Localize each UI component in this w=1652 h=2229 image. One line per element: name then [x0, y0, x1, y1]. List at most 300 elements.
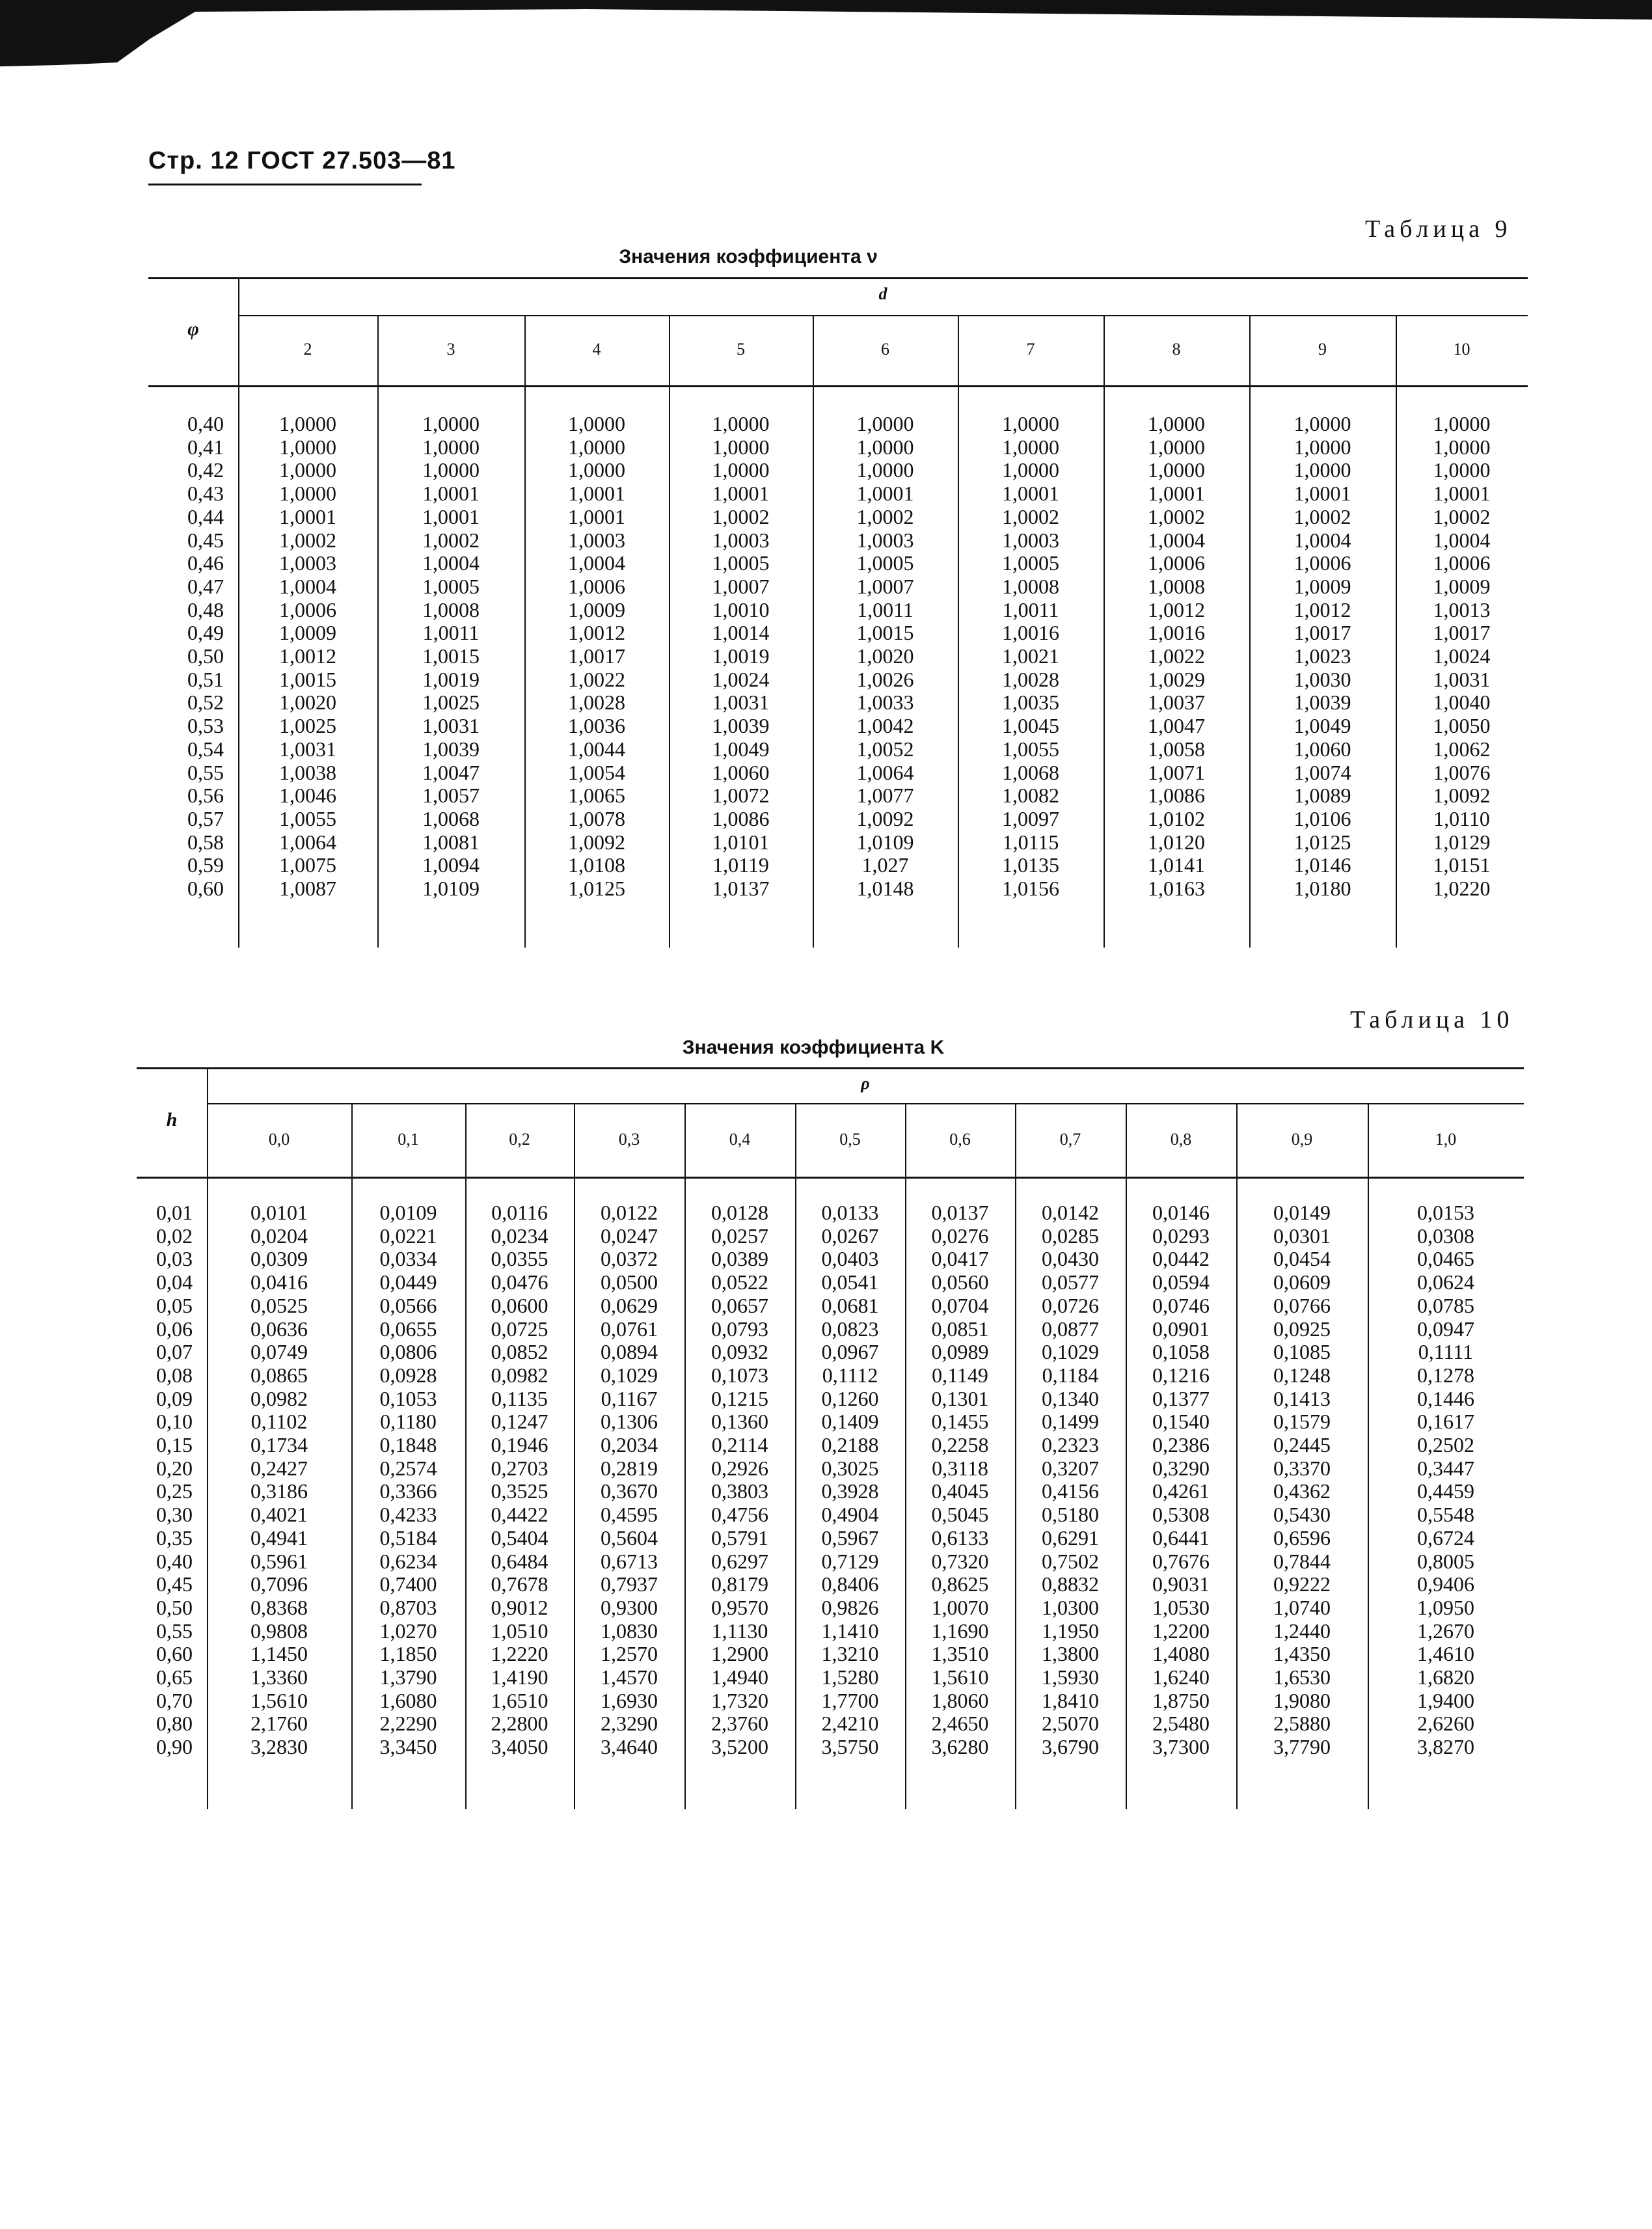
- table9-cell: 1,0000: [712, 412, 770, 435]
- table10-cell: 0,1409: [821, 1410, 879, 1434]
- table9-cell: 1,0000: [279, 412, 336, 435]
- table10-data-column: [351, 1201, 465, 1759]
- table10-top-rule: [137, 1067, 1524, 1069]
- table10-row-label: 0,06: [156, 1317, 193, 1341]
- table9-stub-header: φ: [187, 318, 199, 340]
- table9-cell: 1,0062: [1433, 737, 1491, 761]
- scan-edge-shadow: [0, 0, 1652, 72]
- table10-cell: 0,2034: [601, 1433, 658, 1457]
- table9-cell: 1,0024: [712, 667, 770, 691]
- table9-cell: 1,0010: [712, 597, 770, 622]
- table10-cell: 0,7320: [931, 1549, 989, 1573]
- table10-cell: 1,2900: [711, 1642, 768, 1666]
- table10-cell: 0,5180: [1042, 1503, 1099, 1527]
- table9-cell: 1,0163: [1148, 877, 1205, 901]
- table10-cell: 0,0285: [1042, 1224, 1099, 1248]
- table10-row-label: 0,90: [156, 1735, 193, 1759]
- table10-cell: 0,2258: [931, 1433, 989, 1457]
- table9-cell: 1,0003: [279, 551, 336, 575]
- table10-data-column: [905, 1201, 1015, 1759]
- table9-cell: 1,0039: [1293, 691, 1351, 715]
- table10-cell: 3,6790: [1042, 1735, 1099, 1759]
- table10-cell: 0,1085: [1273, 1340, 1331, 1364]
- table10-cell: 0,0925: [1273, 1317, 1331, 1341]
- table9-column-header: 6: [881, 340, 889, 359]
- table10-column-header: 0,0: [268, 1129, 290, 1149]
- table9-cell: 1,0013: [1433, 597, 1491, 622]
- table10-cell: 1,4080: [1152, 1642, 1210, 1666]
- table10-cell: 0,0417: [931, 1247, 989, 1271]
- table9-cell: 1,0156: [1002, 877, 1059, 901]
- table10-cell: 0,7678: [491, 1572, 548, 1596]
- table9-cell: 1,0109: [422, 877, 480, 901]
- table10-cell: 0,0624: [1417, 1270, 1474, 1294]
- table9-title: Значения коэффициента ν: [619, 246, 878, 267]
- table9-label: Таблица 9: [1365, 215, 1512, 243]
- table10-cell: 0,1499: [1042, 1410, 1099, 1434]
- table9-cell: 1,0030: [1293, 667, 1351, 691]
- table10-cell: 0,0947: [1417, 1317, 1474, 1341]
- table10-cell: 0,1301: [931, 1386, 989, 1410]
- table9-cell: 1,0026: [856, 667, 914, 691]
- table10-cell: 0,0657: [711, 1293, 768, 1317]
- table10-cell: 0,7129: [821, 1549, 879, 1573]
- table10-row-label: 0,35: [156, 1525, 193, 1550]
- table10-cell: 0,4756: [711, 1503, 768, 1527]
- table10-row-label: 0,60: [156, 1642, 193, 1666]
- table10-cell: 0,3207: [1042, 1456, 1099, 1480]
- table10-cell: 0,0454: [1273, 1247, 1331, 1271]
- table10-cell: 0,0746: [1152, 1293, 1210, 1317]
- table10-cell: 0,1053: [379, 1386, 437, 1410]
- table10-cell: 0,0133: [821, 1201, 879, 1224]
- table10-cell: 3,7790: [1273, 1735, 1331, 1759]
- table10-row-label: 0,10: [156, 1410, 193, 1434]
- table9-data-column: [377, 413, 524, 901]
- table10-cell: 0,3928: [821, 1479, 879, 1503]
- table9-cell: 1,0115: [1002, 830, 1059, 854]
- table9-cell: 1,0004: [422, 551, 480, 575]
- table9-cell: 1,0031: [1433, 667, 1491, 691]
- table9-cell: 1,0009: [1293, 574, 1351, 598]
- table10-cell: 1,2440: [1273, 1619, 1331, 1643]
- table10-cell: 1,0740: [1273, 1595, 1331, 1619]
- table9-cell: 1,0077: [856, 784, 914, 808]
- table9-cell: 1,0037: [1148, 691, 1205, 715]
- table10-cell: 0,5404: [491, 1525, 548, 1550]
- table10-cell: 1,6510: [491, 1688, 548, 1712]
- table10-cell: 1,7320: [711, 1688, 768, 1712]
- table10-cell: 0,0149: [1273, 1201, 1331, 1224]
- table10-cell: 0,5430: [1273, 1503, 1331, 1527]
- table9-cell: 1,0001: [1148, 482, 1205, 506]
- table9-cell: 1,0055: [1002, 737, 1059, 761]
- table9: [148, 277, 1528, 948]
- table9-row-label: 0,45: [187, 528, 224, 552]
- table9-cell: 1,0001: [568, 504, 625, 528]
- table9-cell: 1,0038: [279, 760, 336, 784]
- table10-row-label: 0,07: [156, 1340, 193, 1364]
- table9-cell: 1,0000: [1293, 435, 1351, 459]
- table9-cell: 1,0004: [1148, 528, 1205, 552]
- table9-cell: 1,0129: [1433, 830, 1491, 854]
- table9-cell: 1,0000: [422, 435, 480, 459]
- table9-cell: 1,0052: [856, 737, 914, 761]
- table9-cell: 1,0022: [568, 667, 625, 691]
- table10-cell: 0,0372: [601, 1247, 658, 1271]
- table10-cell: 0,2574: [379, 1456, 437, 1480]
- table9-cell: 1,0072: [712, 784, 770, 808]
- table10-cell: 0,1360: [711, 1410, 768, 1434]
- table10-cell: 0,8406: [821, 1572, 879, 1596]
- table9-cell: 1,0146: [1293, 853, 1351, 877]
- table10-cell: 0,8703: [379, 1595, 437, 1619]
- table9-cell: 1,0125: [568, 877, 625, 901]
- table9-cell: 1,0001: [422, 504, 480, 528]
- table10-cell: 3,5750: [821, 1735, 879, 1759]
- table10-cell: 2,5480: [1152, 1712, 1210, 1736]
- table10-cell: 0,9300: [601, 1595, 658, 1619]
- table9-cell: 1,0035: [1002, 691, 1059, 715]
- table10-cell: 0,1260: [821, 1386, 879, 1410]
- table10-cell: 0,8005: [1417, 1549, 1474, 1573]
- table10-cell: 3,4050: [491, 1735, 548, 1759]
- table10-data-column: [574, 1201, 684, 1759]
- table9-cell: 1,0002: [1293, 504, 1351, 528]
- table10-cell: 0,0681: [821, 1293, 879, 1317]
- table10-cell: 0,0928: [379, 1363, 437, 1387]
- table10-row-label: 0,45: [156, 1572, 193, 1596]
- table10-cell: 2,4210: [821, 1712, 879, 1736]
- table10-cell: 1,6240: [1152, 1665, 1210, 1689]
- table10-cell: 0,1180: [380, 1410, 437, 1434]
- table10-cell: 0,6291: [1042, 1525, 1099, 1550]
- table10-cell: 0,0309: [251, 1247, 308, 1271]
- table9-cell: 1,0074: [1293, 760, 1351, 784]
- table10-cell: 0,3366: [379, 1479, 437, 1503]
- table10-cell: 0,9406: [1417, 1572, 1474, 1596]
- table10-cell: 0,0749: [251, 1340, 308, 1364]
- table10-cell: 1,4350: [1273, 1642, 1331, 1666]
- table10-cell: 0,6234: [379, 1549, 437, 1573]
- table9-cell: 1,0009: [568, 597, 625, 622]
- table10-cell: 0,7937: [601, 1572, 658, 1596]
- table9-cell: 1,0001: [712, 482, 770, 506]
- table10-cell: 0,1058: [1152, 1340, 1210, 1364]
- table10-cell: 0,0851: [931, 1317, 989, 1341]
- table10-cell: 0,0267: [821, 1224, 879, 1248]
- table9-cell: 1,0012: [568, 621, 625, 645]
- table10-cell: 1,3360: [251, 1665, 308, 1689]
- table9-cell: 1,0046: [279, 784, 336, 808]
- table9-cell: 1,0135: [1002, 853, 1059, 877]
- table10-cell: 0,1111: [1418, 1340, 1474, 1364]
- table10-data-column: [795, 1201, 905, 1759]
- table9-cell: 1,0001: [279, 504, 336, 528]
- table9-cell: 1,027: [861, 853, 909, 877]
- table9-row-label: 0,58: [187, 830, 224, 854]
- table9-cell: 1,0045: [1002, 714, 1059, 738]
- table9-cell: 1,0064: [856, 760, 914, 784]
- table10-cell: 0,0560: [931, 1270, 989, 1294]
- table9-cell: 1,0040: [1433, 691, 1491, 715]
- table10-cell: 0,0989: [931, 1340, 989, 1364]
- table10-cell: 0,6441: [1152, 1525, 1210, 1550]
- table10-row-label: 0,50: [156, 1595, 193, 1619]
- table10-cell: 0,1135: [491, 1386, 548, 1410]
- table10-row-label: 0,30: [156, 1503, 193, 1527]
- table10-cell: 0,0982: [491, 1363, 548, 1387]
- table10-cell: 2,3290: [601, 1712, 658, 1736]
- table9-cell: 1,0000: [1148, 458, 1205, 482]
- table9-row-label: 0,54: [187, 737, 224, 761]
- table10-cell: 0,0109: [379, 1201, 437, 1224]
- table10-cell: 0,0257: [711, 1224, 768, 1248]
- table10-cell: 0,1247: [491, 1410, 548, 1434]
- table10-cell: 1,6530: [1273, 1665, 1331, 1689]
- table10-row-label: 0,70: [156, 1688, 193, 1712]
- table10-cell: 0,4941: [251, 1525, 308, 1550]
- table10-cell: 0,0500: [601, 1270, 658, 1294]
- table9-cell: 1,0071: [1148, 760, 1205, 784]
- table9-cell: 1,0004: [279, 574, 336, 598]
- table10-cell: 0,1617: [1417, 1410, 1474, 1434]
- table10-cell: 1,1690: [931, 1619, 989, 1643]
- table9-cell: 1,0011: [857, 597, 914, 622]
- table9-cell: 1,0002: [422, 528, 480, 552]
- table10-cell: 0,2427: [251, 1456, 308, 1480]
- table10-group-rule: [207, 1103, 1524, 1104]
- table10-row-label: 0,55: [156, 1619, 193, 1643]
- table9-cell: 1,0000: [856, 458, 914, 482]
- table9-column-header: 9: [1318, 340, 1327, 359]
- table9-column-header: 10: [1453, 340, 1470, 359]
- table9-cell: 1,0007: [856, 574, 914, 598]
- table10-cell: 0,7096: [251, 1572, 308, 1596]
- table10-cell: 0,3803: [711, 1479, 768, 1503]
- table10-row-label: 0,01: [156, 1201, 193, 1224]
- table10-cell: 3,4640: [601, 1735, 658, 1759]
- table9-cell: 1,0057: [422, 784, 480, 808]
- table10-cell: 0,0334: [379, 1247, 437, 1271]
- table9-row-label: 0,49: [187, 621, 224, 645]
- table10-cell: 0,0276: [931, 1224, 989, 1248]
- table10-cell: 0,0522: [711, 1270, 768, 1294]
- table9-row-label: 0,59: [187, 853, 224, 877]
- table10-cell: 2,2800: [491, 1712, 548, 1736]
- table10-stub-header: h: [166, 1109, 178, 1130]
- running-head-rule: [148, 184, 422, 185]
- table9-cell: 1,0000: [422, 458, 480, 482]
- table10-cell: 3,2830: [251, 1735, 308, 1759]
- table10-cell: 2,6260: [1417, 1712, 1474, 1736]
- table10-cell: 0,0894: [601, 1340, 658, 1364]
- table10-cell: 0,1216: [1152, 1363, 1210, 1387]
- table9-cell: 1,0024: [1433, 644, 1491, 668]
- table10-cell: 1,9080: [1273, 1688, 1331, 1712]
- table9-cell: 1,0022: [1148, 644, 1205, 668]
- table10-cell: 0,2502: [1417, 1433, 1474, 1457]
- table10-cell: 0,0308: [1417, 1224, 1474, 1248]
- table9-top-rule: [148, 277, 1528, 279]
- table10-cell: 0,0594: [1152, 1270, 1210, 1294]
- table10-cell: 1,3510: [931, 1642, 989, 1666]
- table9-group-header: d: [878, 284, 887, 303]
- table9-cell: 1,0000: [1433, 412, 1491, 435]
- table10-column-header: 0,6: [949, 1129, 971, 1149]
- table10-cell: 0,0101: [251, 1201, 308, 1224]
- table9-cell: 1,0078: [568, 806, 625, 830]
- table9-cell: 1,0006: [1293, 551, 1351, 575]
- table9-cell: 1,0108: [568, 853, 625, 877]
- table9-cell: 1,0000: [1002, 412, 1059, 435]
- table9-cell: 1,0015: [279, 667, 336, 691]
- table9-cell: 1,0001: [1433, 482, 1491, 506]
- table9-cell: 1,0009: [279, 621, 336, 645]
- table10-cell: 1,1950: [1042, 1619, 1099, 1643]
- table10-cell: 0,0823: [821, 1317, 879, 1341]
- table9-cell: 1,0000: [712, 458, 770, 482]
- table9-cell: 1,0000: [422, 412, 480, 435]
- table10-cell: 0,5791: [711, 1525, 768, 1550]
- table10-cell: 0,6724: [1417, 1525, 1474, 1550]
- table9-cell: 1,0075: [279, 853, 336, 877]
- table9-cell: 1,0047: [1148, 714, 1205, 738]
- table9-cell: 1,0000: [856, 435, 914, 459]
- table9-data-column: [1104, 413, 1249, 901]
- table10-cell: 1,3800: [1042, 1642, 1099, 1666]
- table10-title: Значения коэффициента K: [682, 1037, 945, 1058]
- table10-cell: 1,0300: [1042, 1595, 1099, 1619]
- table10-row-label: 0,02: [156, 1224, 193, 1248]
- table10-row-label: 0,03: [156, 1247, 193, 1271]
- table10-cell: 0,0116: [491, 1201, 548, 1224]
- table9-header-rule: [148, 385, 1528, 387]
- table10-cell: 0,0704: [931, 1293, 989, 1317]
- table9-row-label: 0,47: [187, 574, 224, 598]
- table10-cell: 0,1184: [1042, 1363, 1099, 1387]
- table9-data-column: [524, 413, 669, 901]
- table9-cell: 1,0000: [568, 412, 625, 435]
- table10-cell: 1,5280: [821, 1665, 879, 1689]
- table10-cell: 0,0442: [1152, 1247, 1210, 1271]
- table10-column-header: 0,3: [618, 1129, 640, 1149]
- table9-cell: 1,0005: [422, 574, 480, 598]
- table10-cell: 0,5045: [931, 1503, 989, 1527]
- table10-cell: 0,0629: [601, 1293, 658, 1317]
- table9-cell: 1,0086: [1148, 784, 1205, 808]
- table10-data-column: [1015, 1201, 1126, 1759]
- table9-cell: 1,0097: [1002, 806, 1059, 830]
- table10-cell: 0,6133: [931, 1525, 989, 1550]
- table10-cell: 1,8060: [931, 1688, 989, 1712]
- table9-cell: 1,0019: [422, 667, 480, 691]
- table10-cell: 0,0293: [1152, 1224, 1210, 1248]
- table10-cell: 0,5548: [1417, 1503, 1474, 1527]
- table9-row-label: 0,55: [187, 760, 224, 784]
- table10-cell: 1,1450: [251, 1642, 308, 1666]
- table10-cell: 0,4422: [491, 1503, 548, 1527]
- table10-cell: 0,4021: [251, 1503, 308, 1527]
- table9-row-label: 0,46: [187, 551, 224, 575]
- table10-cell: 0,4261: [1152, 1479, 1210, 1503]
- table9-cell: 1,0068: [1002, 760, 1059, 784]
- table10-cell: 1,4610: [1417, 1642, 1474, 1666]
- table9-cell: 1,0020: [856, 644, 914, 668]
- table10-cell: 0,0355: [491, 1247, 548, 1271]
- table10-row-label: 0,65: [156, 1665, 193, 1689]
- table9-cell: 1,0044: [568, 737, 625, 761]
- table9-cell: 1,0106: [1293, 806, 1351, 830]
- table9-cell: 1,0028: [1002, 667, 1059, 691]
- table10-cell: 0,3370: [1273, 1456, 1331, 1480]
- table10-cell: 2,5070: [1042, 1712, 1099, 1736]
- table9-row-label: 0,53: [187, 714, 224, 738]
- table10-cell: 3,6280: [931, 1735, 989, 1759]
- table10-column-header: 0,9: [1291, 1129, 1313, 1149]
- table9-cell: 1,0023: [1293, 644, 1351, 668]
- table9-cell: 1,0000: [279, 482, 336, 506]
- table9-cell: 1,0000: [1148, 412, 1205, 435]
- table9-cell: 1,0006: [568, 574, 625, 598]
- table9-cell: 1,0001: [856, 482, 914, 506]
- table9-cell: 1,0110: [1433, 806, 1490, 830]
- table9-cell: 1,0120: [1148, 830, 1205, 854]
- table9-cell: 1,0031: [422, 714, 480, 738]
- table9-cell: 1,0068: [422, 806, 480, 830]
- table10-cell: 0,6713: [601, 1549, 658, 1573]
- table10-cell: 0,7502: [1042, 1549, 1099, 1573]
- table9-cell: 1,0015: [856, 621, 914, 645]
- table9-cell: 1,0125: [1293, 830, 1351, 854]
- table9-data-column: [669, 413, 813, 901]
- table10-cell: 1,1410: [821, 1619, 879, 1643]
- table9-cell: 1,0065: [568, 784, 625, 808]
- table10-cell: 0,5604: [601, 1525, 658, 1550]
- table9-cell: 1,0011: [422, 621, 480, 645]
- table9-cell: 1,0141: [1148, 853, 1205, 877]
- table9-cell: 1,0180: [1293, 877, 1351, 901]
- table10-cell: 0,7844: [1273, 1549, 1331, 1573]
- table10-cell: 0,4233: [379, 1503, 437, 1527]
- table9-cell: 1,0092: [568, 830, 625, 854]
- table10-cell: 0,4156: [1042, 1479, 1099, 1503]
- table9-row-label: 0,51: [187, 667, 224, 691]
- table9-row-label: 0,44: [187, 504, 224, 528]
- table10-column-header: 0,8: [1170, 1129, 1192, 1149]
- table9-cell: 1,0060: [712, 760, 770, 784]
- table10-cell: 0,1167: [601, 1386, 658, 1410]
- table10-cell: 0,0153: [1417, 1201, 1474, 1224]
- table10-cell: 0,8625: [931, 1572, 989, 1596]
- table9-cell: 1,0060: [1293, 737, 1351, 761]
- table10-cell: 0,5308: [1152, 1503, 1210, 1527]
- table9-cell: 1,0025: [422, 691, 480, 715]
- table10-cell: 0,0389: [711, 1247, 768, 1271]
- table10-cell: 0,1579: [1273, 1410, 1331, 1434]
- table9-data-column: [813, 413, 958, 901]
- table9-cell: 1,0014: [712, 621, 770, 645]
- table9-cell: 1,0086: [712, 806, 770, 830]
- table9-cell: 1,0016: [1002, 621, 1059, 645]
- table10-column-header: 1,0: [1435, 1129, 1457, 1149]
- table9-cell: 1,0049: [1293, 714, 1351, 738]
- table10-cell: 0,0865: [251, 1363, 308, 1387]
- table9-row-label: 0,50: [187, 644, 224, 668]
- table10-cell: 0,9012: [491, 1595, 548, 1619]
- table10-cell: 0,5967: [821, 1525, 879, 1550]
- table9-cell: 1,0220: [1433, 877, 1491, 901]
